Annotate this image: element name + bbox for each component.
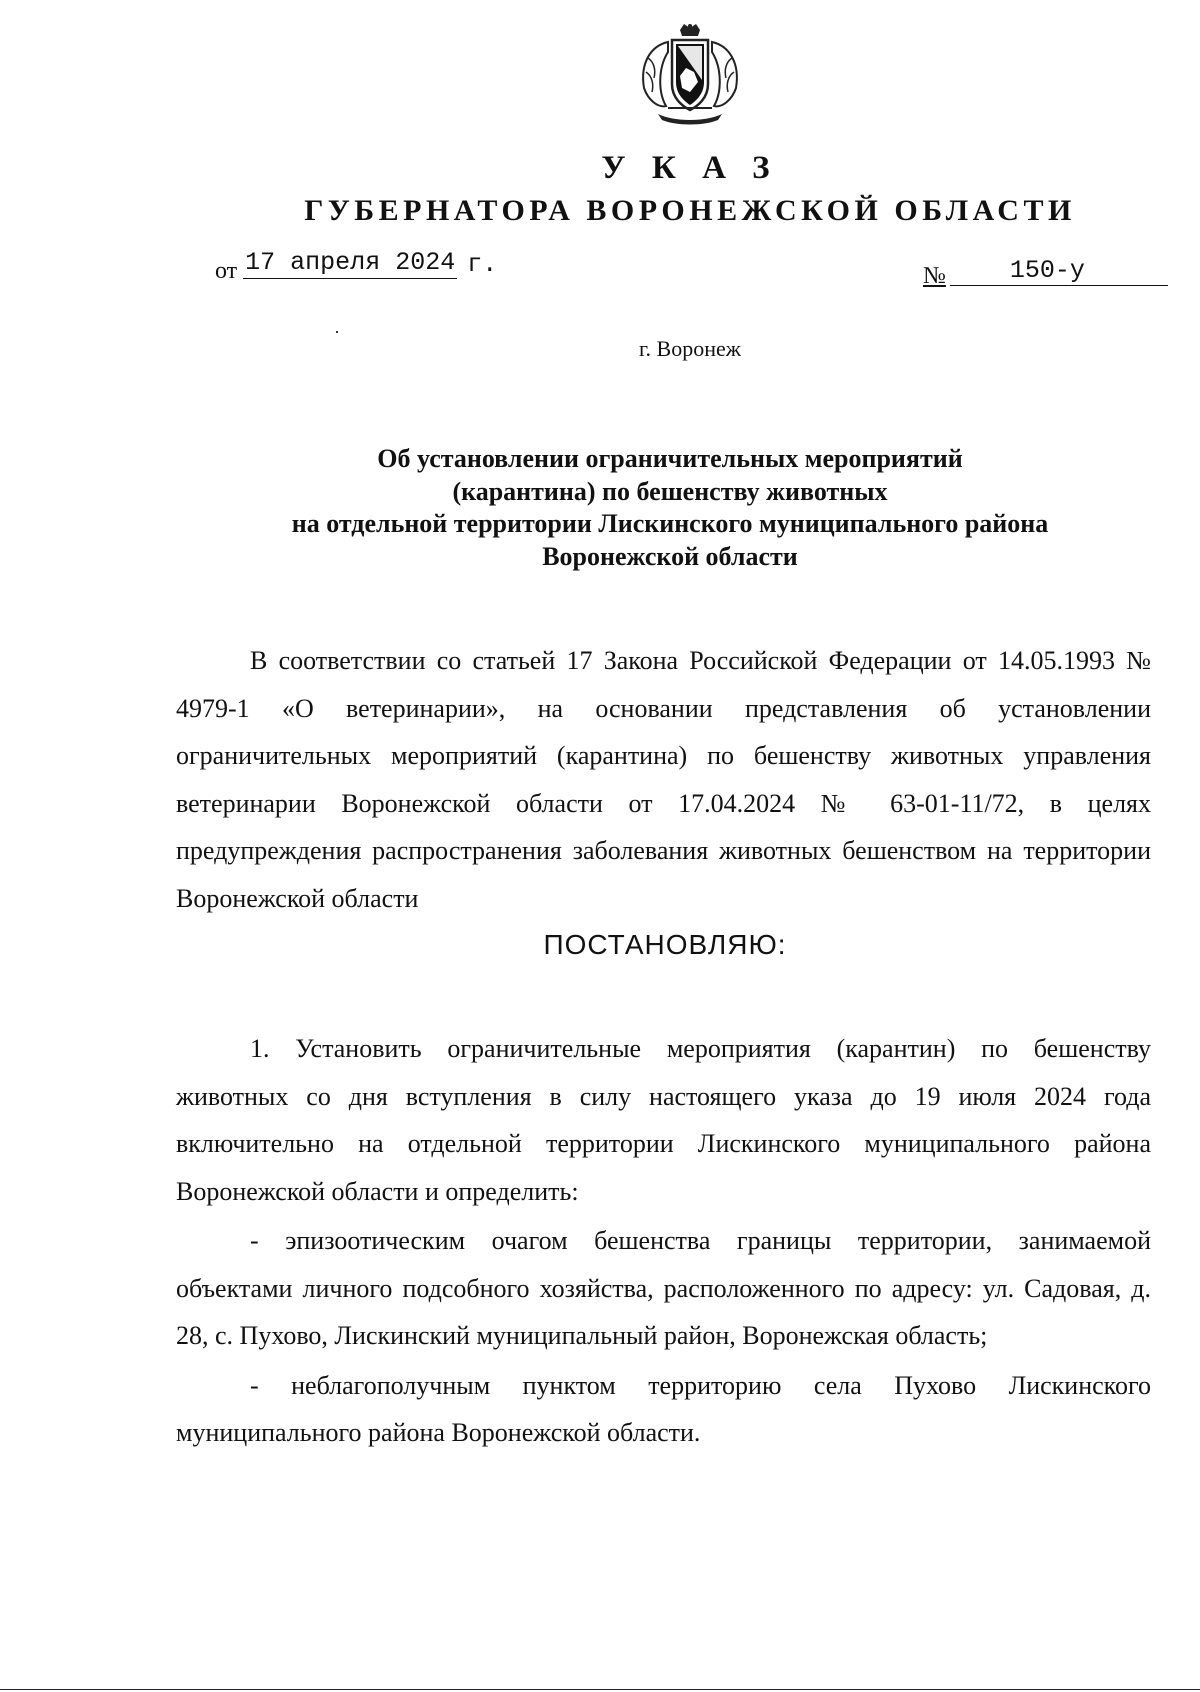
item-1-focus-paragraph: - эпизоотическим очагом бешенства границы территории, занимаемой объектами личного подсобного хозяйства, расположенного по адресу: ул. Садовая, д. 28, с. Пухово, Лискинский муниципальный район, Воронежская область; [176, 1226, 1151, 1350]
heading-line: Об установлении ограничительных мероприятий [377, 444, 963, 473]
number-sign: № [923, 263, 946, 289]
item-1-area-paragraph: - неблагополучным пунктом территорию села Пухово Лискинского муниципального района Воронежской области. [176, 1370, 1151, 1447]
issuer-title: ГУБЕРНАТОРА ВОРОНЕЖСКОЙ ОБЛАСТИ [304, 194, 1076, 227]
decree-items [176, 1025, 1151, 1457]
date-prefix: от [215, 258, 238, 284]
heading-line: на отдельной территории Лискинского муниципального района [291, 509, 1049, 538]
heading-line: (карантина) по бешенству животных [452, 476, 888, 506]
date-suffix: г. [467, 250, 498, 279]
preamble-block [176, 637, 1151, 922]
heading-line: Воронежской области [542, 541, 798, 571]
document-type-title: У К А З [601, 150, 779, 186]
date-line [215, 248, 498, 285]
document-number: 150-у [950, 256, 1168, 286]
date-value: 17 апреля 2024 [245, 248, 456, 277]
page-bottom-rule [0, 1689, 1200, 1690]
coat-of-arms-icon [628, 22, 752, 128]
item-1-paragraph: 1. Установить ограничительные мероприятия (карантин) по бешенству животных со дня вступления в силу настоящего указа до 19 июля 2024 года включительно на отдельной территории Лискинского муниципального района Воронежской области и определить: [176, 1034, 1151, 1206]
preamble-paragraph: В соответствии со статьей 17 Закона Российской Федерации от 14.05.1993 № 4979-1 «О ветеринарии», на основании представления об установлении ограничительных мероприятий (карантина) по бешенству животных управления ветеринарии Воронежской области от 17.04.2024 № 63-01-11/72, в целях предупреждения распространения заболевания животных бешенством на территории Воронежской области [176, 646, 1151, 913]
number-line [923, 256, 1168, 290]
city-line: г. Воронеж [639, 336, 741, 361]
document-heading [0, 443, 1200, 573]
decree-word: ПОСТАНОВЛЯЮ: [543, 929, 787, 960]
scan-speck [336, 331, 338, 333]
